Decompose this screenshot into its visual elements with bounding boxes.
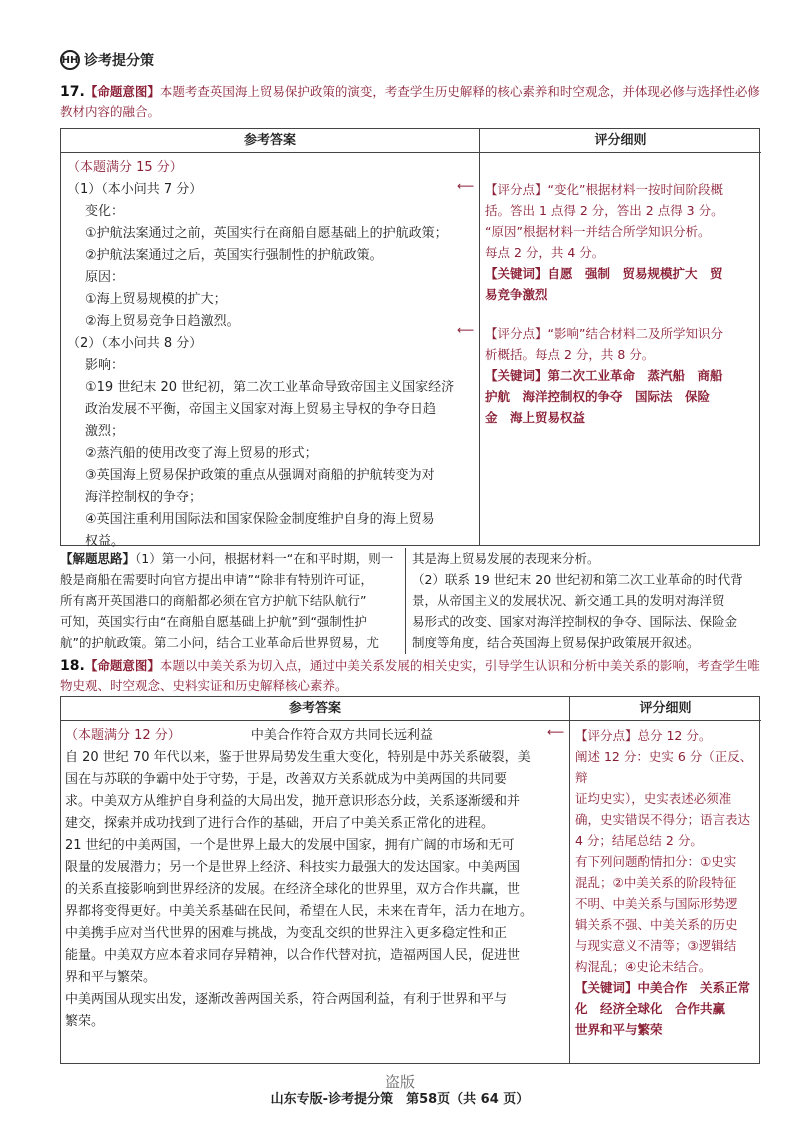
q18-answer-line: 能量。中美双方应本着求同存异精神，以合作代替对抗，造福两国人民，促进世 bbox=[65, 948, 521, 963]
q18-score-note: （本题满分 12 分） bbox=[65, 728, 181, 743]
q17-answer-line: （1）（本小问共 7 分） bbox=[67, 182, 203, 197]
q17-answer-line: 权益。 bbox=[85, 534, 125, 549]
q17-solution-line: 可知，英国实行由“在商船自愿基础上护航”到“强制性护 bbox=[60, 614, 367, 629]
q17-number: 17. bbox=[60, 84, 85, 100]
q18-heading bbox=[60, 656, 760, 696]
q17-solution-left bbox=[60, 548, 400, 653]
q17-answer-line: 激烈； bbox=[85, 424, 125, 439]
q17-answer-header: 参考答案 bbox=[61, 129, 479, 153]
q17-score-line: 金 海上贸易权益 bbox=[485, 410, 586, 425]
q18-score-line: 世界和平与繁荣 bbox=[575, 1022, 663, 1037]
q18-answer-line: 界和平与繁荣。 bbox=[65, 970, 157, 985]
q17-table bbox=[60, 128, 760, 549]
q18-purpose: 本题以中美关系为切入点，通过中美关系发展的相关史实，引导学生认识和分析中美关系的影响，考查学生唯物史观、时空观念、史料实证和历史解释核心素养。 bbox=[60, 658, 760, 693]
watermark: 盗版 bbox=[384, 1073, 415, 1091]
q17-solution-line: （2）联系 19 世纪末 20 世纪初和第二次工业革命的时代背 bbox=[412, 572, 743, 587]
q17-answer-line: 变化： bbox=[85, 204, 125, 219]
q17-score-line: 【关键词】自愿 强制 贸易规模扩大 贸 bbox=[485, 266, 723, 281]
q18-answer-line: 繁荣。 bbox=[65, 1014, 105, 1029]
q17-solution-line: 其是海上贸易发展的表现来分析。 bbox=[412, 551, 600, 566]
q18-answer-line: 界都将变得更好。中美关系基础在民间，希望在人民，未来在青年，活力在地方。 bbox=[65, 904, 534, 919]
q18-answer-line: 国在与苏联的争霸中处于守势，于是，改善双方关系就成为中美两国的共同要 bbox=[65, 772, 508, 787]
q17-answer-line: ④英国注重利用国际法和国家保险金制度维护自身的海上贸易 bbox=[85, 512, 435, 527]
arrow-left-icon: ⟵ bbox=[547, 725, 565, 739]
q18-answer-header: 参考答案 bbox=[61, 697, 569, 721]
q18-essay-title: 中美合作符合双方共同长远利益 bbox=[250, 728, 433, 743]
q17-answer-line: 政治发展不平衡，帝国主义国家对海上贸易主导权的争夺日趋 bbox=[85, 402, 437, 417]
q17-solution-line: 景，从帝国主义的发展状况、新交通工具的发明对海洋贸 bbox=[412, 593, 725, 608]
q17-column-divider bbox=[479, 129, 480, 545]
q17-answer-line: ③英国海上贸易保护政策的重点从强调对商船的护航转变为对 bbox=[85, 468, 435, 483]
q18-score-line: 混乱；②中美关系的阶段特征 bbox=[575, 875, 737, 890]
q17-answer-line: ①19 世纪末 20 世纪初，第二次工业革命导致帝国主义国家经济 bbox=[85, 380, 455, 395]
q18-answer-line: 自 20 世纪 70 年代以来，鉴于世界局势发生重大变化，特别是中苏关系破裂，美 bbox=[65, 750, 531, 765]
q17-solution-line: （1）第一小问，根据材料一“在和平时期，则一 bbox=[135, 551, 394, 566]
q17-score-line: 析概括。每点 2 分，共 8 分。 bbox=[485, 347, 655, 362]
q17-solution-line: 般是商船在需要时向官方提出申请”“除非有特别许可证， bbox=[60, 572, 373, 587]
arrow-left-icon: ⟵ bbox=[457, 179, 475, 193]
q17-score-header: 评分细则 bbox=[480, 129, 761, 153]
q18-score bbox=[575, 725, 757, 1040]
q18-score-line: 不明、中美关系与国际形势逻 bbox=[575, 896, 738, 911]
q18-score-line: 【评分点】总分 12 分。 bbox=[575, 728, 712, 743]
q17-answer-line: ②蒸汽船的使用改变了海上贸易的形式； bbox=[85, 446, 318, 461]
brand-name: 诊考提分策 bbox=[84, 53, 154, 69]
q17-solution-line: 易形式的改变、国家对海洋控制权的争夺、国际法、保险金 bbox=[412, 614, 738, 629]
q18-score-header: 评分细则 bbox=[570, 697, 761, 721]
q18-answer-line: 中美两国从现实出发，逐渐改善两国关系，符合两国利益，有利于世界和平与 bbox=[65, 992, 508, 1007]
q17-answer-line: 海洋控制权的争夺； bbox=[85, 490, 203, 505]
brand-header bbox=[60, 50, 154, 70]
q17-solution-line: 所有离开英国港口的商船都必须在官方护航下结队航行” bbox=[60, 593, 367, 608]
q17-tag: 【命题意图】 bbox=[84, 84, 160, 99]
q18-number: 18. bbox=[60, 658, 85, 674]
q18-answer-line: 限量的发展潜力；另一个是世界上经济、科技实力最强大的发达国家。中美两国 bbox=[65, 860, 521, 875]
q17-answer-line: （2）（本小问共 8 分） bbox=[67, 336, 203, 351]
q17-score-line: 括。答出 1 点得 2 分，答出 2 点得 3 分。 bbox=[485, 203, 724, 218]
brand-logo-icon: HH bbox=[60, 50, 80, 70]
q17-score-line: 【评分点】“变化”根据材料一按时间阶段概 bbox=[485, 182, 723, 197]
q18-score-line: 化 经济全球化 合作共赢 bbox=[575, 1001, 726, 1016]
q18-answer bbox=[65, 725, 567, 1033]
q17-answer-line: （本题满分 15 分） bbox=[67, 160, 183, 175]
q17-answer-line: ②护航法案通过之后，英国实行强制性的护航政策。 bbox=[85, 248, 383, 263]
q17-solution-tag: 【解题思路】 bbox=[60, 551, 136, 566]
q18-answer-line: 的关系直接影响到世界经济的发展。在经济全球化的世界里，双方合作共赢，世 bbox=[65, 882, 521, 897]
page-footer: 山东专版-诊考提分策 第58页（共 64 页） bbox=[270, 1092, 530, 1107]
q17-purpose: 本题考查英国海上贸易保护政策的演变，考查学生历史解释的核心素养和时空观念，并体现必修与选择性必修教材内容的融合。 bbox=[60, 84, 760, 119]
q18-score-line: 有下列问题酌情扣分：①史实 bbox=[575, 854, 737, 869]
q18-tag: 【命题意图】 bbox=[84, 658, 160, 673]
q17-score-line: “原因”根据材料一并结合所学知识分析。 bbox=[485, 224, 711, 239]
q18-score-line: 辑关系不强、中美关系的历史 bbox=[575, 917, 738, 932]
q18-score-line: 阐述 12 分：史实 6 分（正反、辩 bbox=[575, 749, 753, 785]
q18-score-line: 证均史实），史实表述必须准 bbox=[575, 791, 732, 806]
q17-solution-divider bbox=[405, 548, 406, 654]
q17-heading bbox=[60, 82, 760, 122]
q17-answer-line: ②海上贸易竞争日趋激烈。 bbox=[85, 314, 240, 329]
q18-score-line: 构混乱；④史论未结合。 bbox=[575, 959, 712, 974]
q17-solution-line: 航”的护航政策。第二小问，结合工业革命后世界贸易，尤 bbox=[60, 635, 379, 650]
q17-score-line: 每点 2 分，共 4 分。 bbox=[485, 245, 605, 260]
q17-score bbox=[485, 179, 757, 428]
q18-score-line: 确，史实错误不得分；语言表达 bbox=[575, 812, 751, 827]
q17-answer-line: ①海上贸易规模的扩大； bbox=[85, 292, 227, 307]
q18-column-divider bbox=[569, 697, 570, 1063]
q17-answer-line: ①护航法案通过之前，英国实行在商船自愿基础上的护航政策； bbox=[85, 226, 448, 241]
q17-score-line: 【关键词】第二次工业革命 蒸汽船 商船 bbox=[485, 368, 723, 383]
q18-answer-line: 中美携手应对当代世界的困难与挑战，为变乱交织的世界注入更多稳定性和正 bbox=[65, 926, 508, 941]
arrow-left-icon: ⟵ bbox=[457, 323, 475, 337]
q18-score-line: 与现实意义不清等；③逻辑结 bbox=[575, 938, 737, 953]
q18-answer-line: 21 世纪的中美两国，一个是世界上最大的发展中国家，拥有广阔的市场和无可 bbox=[65, 838, 515, 853]
q17-answer bbox=[67, 157, 477, 553]
q17-answer-line: 原因： bbox=[85, 270, 125, 285]
q18-score-line: 4 分；结尾总结 2 分。 bbox=[575, 833, 703, 848]
q17-solution-line: 制度等角度，结合英国海上贸易保护政策展开叙述。 bbox=[412, 635, 700, 650]
q17-answer-line: 影响： bbox=[85, 358, 125, 373]
q17-solution-right bbox=[412, 548, 760, 653]
q18-score-line: 【关键词】中美合作 关系正常 bbox=[575, 980, 751, 995]
q18-answer-line: 建交，探索并成功找到了进行合作的基础，开启了中美关系正常化的进程。 bbox=[65, 816, 495, 831]
q17-score-line: 【评分点】“影响”结合材料二及所学知识分 bbox=[485, 326, 723, 341]
q17-score-line: 护航 海洋控制权的争夺 国际法 保险 bbox=[485, 389, 711, 404]
q18-table bbox=[60, 696, 760, 1064]
q17-score-line: 易竞争激烈 bbox=[485, 287, 548, 302]
q18-answer-line: 求。中美双方从维护自身利益的大局出发，抛开意识形态分歧，关系逐渐缓和并 bbox=[65, 794, 521, 809]
